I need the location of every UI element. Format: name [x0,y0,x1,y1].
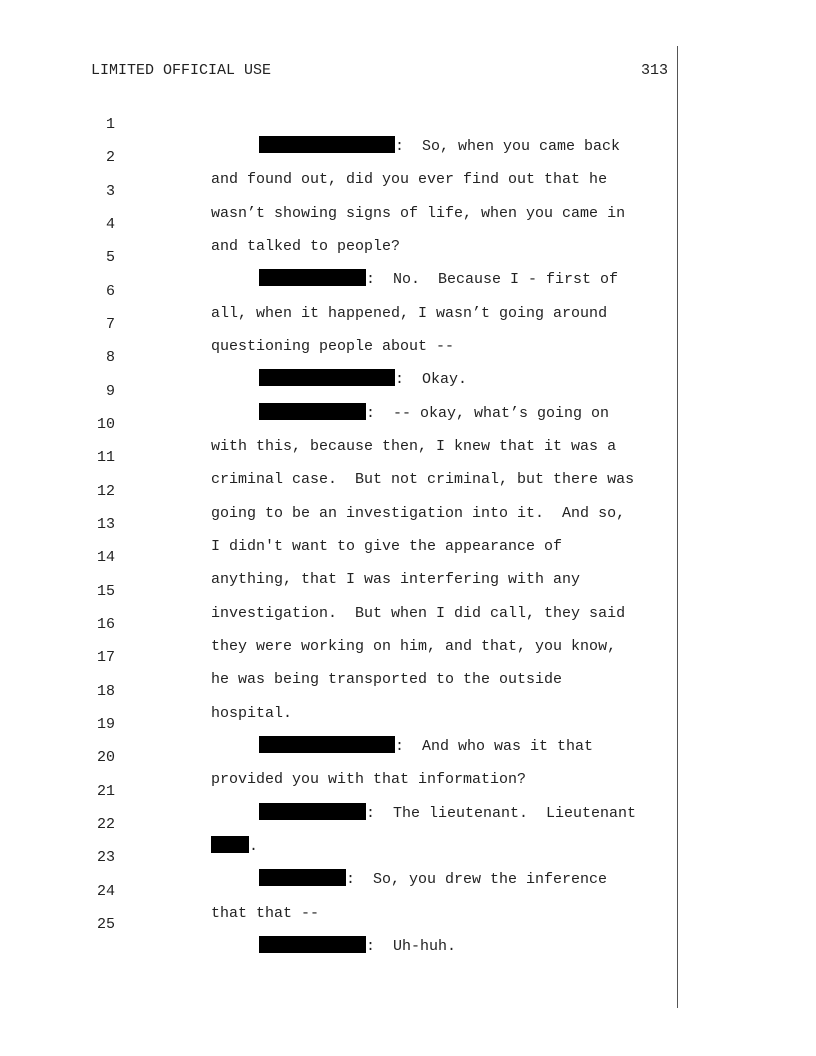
line-text: provided you with that information? [211,771,527,788]
transcript-line [0,692,680,755]
transcript-line [0,892,680,955]
line-number: 4 [105,216,115,233]
line-text: hospital. [211,705,293,722]
classification-marking: LIMITED OFFICIAL USE [91,62,272,79]
transcript-line [0,359,680,422]
transcript-line [0,425,680,488]
line-text: : So, you drew the inference [346,871,608,888]
line-number: 15 [96,583,115,600]
line-number: 11 [96,449,115,466]
line-text: I didn't want to give the appearance of [211,538,563,555]
transcript-line [0,559,680,622]
line-text: : The lieutenant. Lieutenant [366,805,637,822]
transcript-line [0,125,680,188]
line-text: . [249,838,259,855]
transcript-line [0,159,680,222]
line-number: 2 [105,149,115,166]
line-text: and talked to people? [211,238,401,255]
line-number: 25 [96,916,115,933]
line-text: with this, because then, I knew that it was a [211,438,617,455]
line-number: 23 [96,849,115,866]
transcript-line [0,659,680,722]
page-number: 313 [640,62,668,79]
line-text: going to be an investigation into it. And so, [211,505,626,522]
transcript-line [0,259,680,322]
line-text: and found out, did you ever find out that he [211,171,608,188]
transcript-line [0,859,680,922]
line-text: : So, when you came back [395,138,621,155]
line-number: 7 [105,316,115,333]
transcript-line [0,592,680,655]
line-text: : And who was it that [395,738,594,755]
transcript-line [0,459,680,522]
redaction-box [259,936,366,953]
line-number: 24 [96,883,115,900]
transcript-line [0,525,680,588]
line-number: 12 [96,483,115,500]
line-number: 21 [96,783,115,800]
transcript-line [0,725,680,788]
transcript-line [0,625,680,688]
line-text: : Uh-huh. [366,938,457,955]
line-text: that that -- [211,905,320,922]
line-text: wasn’t showing signs of life, when you came in [211,205,626,222]
line-text: he was being transported to the outside [211,671,563,688]
transcript-line [0,225,680,288]
transcript-line [0,292,680,355]
transcript-line [0,325,680,388]
transcript-line [0,392,680,455]
transcript-line [0,825,680,888]
line-number: 19 [96,716,115,733]
line-text: criminal case. But not criminal, but there was [211,471,635,488]
line-number: 10 [96,416,115,433]
line-number: 8 [105,349,115,366]
line-number: 18 [96,683,115,700]
transcript-line [0,792,680,855]
line-number: 6 [105,283,115,300]
line-text: they were working on him, and that, you know, [211,638,617,655]
line-text: questioning people about -- [211,338,455,355]
line-number: 14 [96,549,115,566]
line-number: 16 [96,616,115,633]
line-number: 17 [96,649,115,666]
line-text: : -- okay, what’s going on [366,405,610,422]
transcript-line [0,759,680,822]
line-text: all, when it happened, I wasn’t going around [211,305,608,322]
line-number: 1 [105,116,115,133]
transcript-line [0,192,680,255]
page-header [91,61,668,81]
line-text: anything, that I was interfering with any [211,571,581,588]
line-number: 9 [105,383,115,400]
line-text: : No. Because I - first of [366,271,619,288]
line-text: : Okay. [395,371,468,388]
line-number: 13 [96,516,115,533]
transcript-line [0,92,680,155]
line-number: 3 [105,183,115,200]
line-text: investigation. But when I did call, they said [211,605,626,622]
transcript-line [0,492,680,555]
line-number: 20 [96,749,115,766]
line-number: 5 [105,249,115,266]
line-number: 22 [96,816,115,833]
